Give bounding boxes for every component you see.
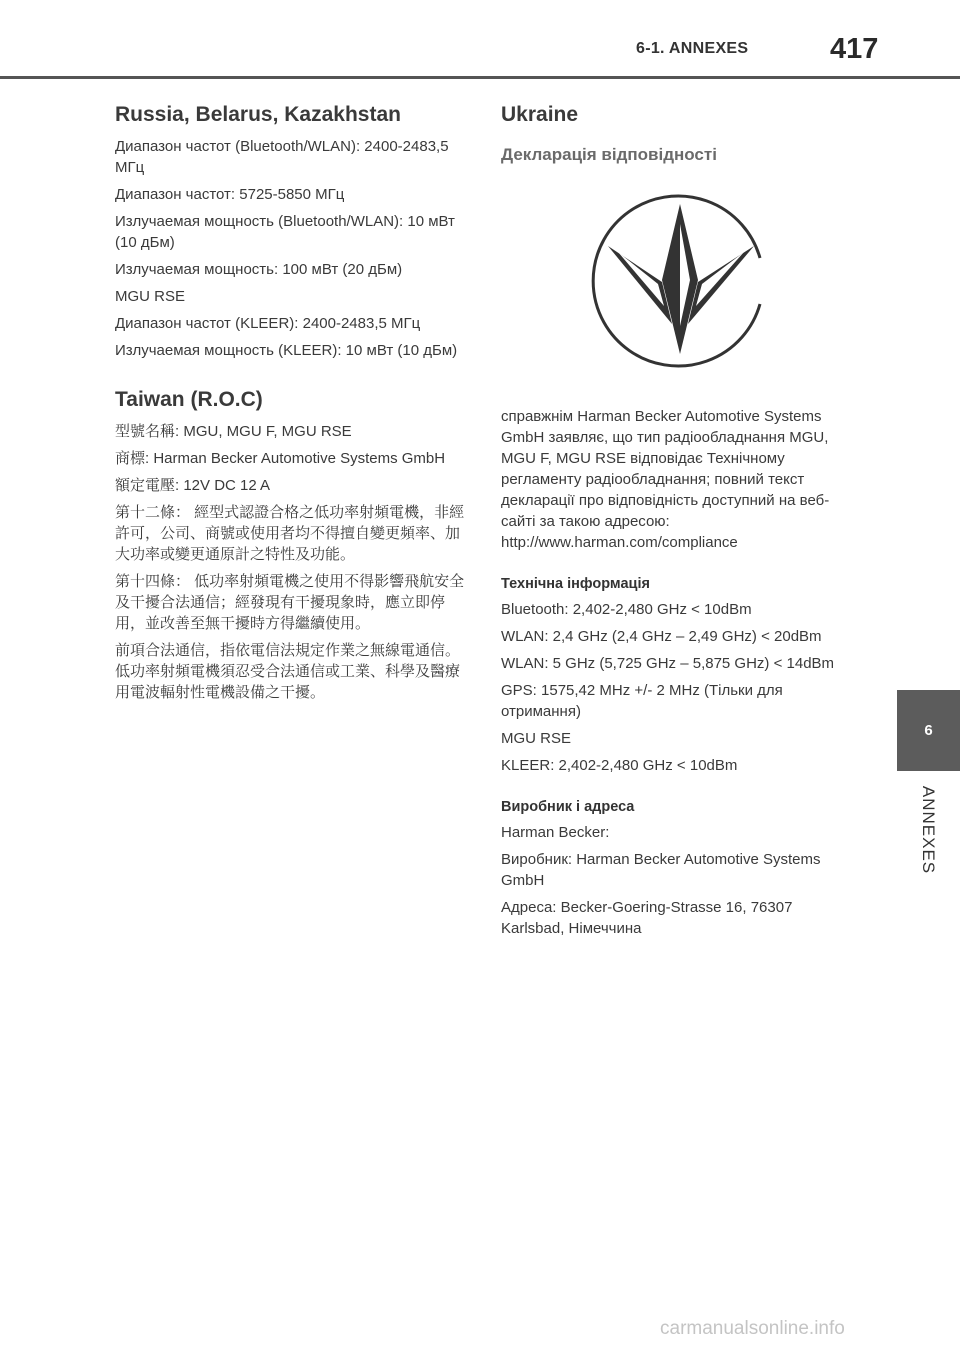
- russia-paragraph: Излучаемая мощность (Bluetooth/WLAN): 10 мВт (10 дБм): [115, 213, 455, 251]
- ukrainian-conformity-mark-icon: [584, 186, 774, 376]
- tech-info-heading: Технічна інформація: [501, 576, 650, 592]
- manufacturer-heading: Виробник і адреса: [501, 799, 635, 815]
- conformity-seal: [501, 176, 856, 396]
- manufacturer-line: Виробник: Harman Becker Automotive Systems GmbH: [501, 851, 821, 889]
- russia-paragraph: MGU RSE: [115, 288, 186, 305]
- tech-info-line: GPS: 1575,42 MHz +/- 2 MHz (Тільки для отримання): [501, 682, 783, 720]
- russia-paragraph: Излучаемая мощность (KLEER): 10 мВт (10 дБм): [115, 342, 458, 359]
- chapter-tab-label: ANNEXES: [919, 785, 938, 875]
- declaration-heading: Декларація відповідності: [501, 145, 717, 164]
- taiwan-paragraph: 商標: Harman Becker Automotive Systems GmbH: [115, 450, 446, 467]
- russia-paragraph: Диапазон частот: 5725-5850 МГц: [115, 186, 345, 203]
- russia-heading: Russia, Belarus, Kazakhstan: [115, 103, 401, 126]
- right-column: [501, 100, 856, 945]
- tech-info-line: Bluetooth: 2,402-2,480 GHz < 10dBm: [501, 601, 752, 618]
- tech-info-line: MGU RSE: [501, 730, 572, 747]
- manufacturer-line: Harman Becker:: [501, 824, 610, 841]
- taiwan-paragraph: 第十二條： 經型式認證合格之低功率射頻電機，非經許可，公司、商號或使用者均不得擅自變更頻率、加大功率或變更通原計之特性及功能。: [115, 504, 465, 563]
- manufacturer-line: Адреса: Becker-Goering-Strasse 16, 76307 Karlsbad, Німеччина: [501, 899, 793, 937]
- tech-info-line: KLEER: 2,402-2,480 GHz < 10dBm: [501, 757, 738, 774]
- chapter-tab[interactable]: [897, 690, 960, 771]
- taiwan-paragraph: 前項合法通信，指依電信法規定作業之無線電通信。低功率射頻電機須忍受合法通信或工業、科學及醫療用電波輻射性電機設備之干擾。: [115, 642, 461, 701]
- header-divider: [0, 76, 960, 79]
- watermark: carmanualsonline.info: [660, 1318, 845, 1339]
- taiwan-paragraph: 額定電壓: 12V DC 12 A: [115, 477, 271, 494]
- chapter-tab-number: 6: [924, 722, 933, 739]
- russia-paragraph: Излучаемая мощность: 100 мВт (20 дБм): [115, 261, 403, 278]
- declaration-text: справжнім Harman Becker Automotive Systems GmbH заявляє, що тип радіообладнання MGU, MGU F, MGU RSE відповідає Технічному регламенту радіообладнання; повний текст декларації про відповідність доступний на веб-сайті за такою адресою: http://www.harman.com/compliance: [501, 408, 830, 551]
- taiwan-paragraph: 第十四條： 低功率射頻電機之使用不得影響飛航安全及干擾合法通信；經發現有干擾現象時，應立即停用，並改善至無干擾時方得繼續使用。: [115, 573, 465, 632]
- header-section-title: 6-1. ANNEXES: [636, 40, 749, 57]
- russia-paragraph: Диапазон частот (Bluetooth/WLAN): 2400-2483,5 МГц: [115, 138, 449, 176]
- page-number: 417: [830, 33, 879, 65]
- left-column: [115, 100, 465, 709]
- taiwan-heading: Taiwan (R.O.C): [115, 388, 263, 411]
- ukraine-heading: Ukraine: [501, 103, 579, 126]
- tech-info-line: WLAN: 2,4 GHz (2,4 GHz – 2,49 GHz) < 20dBm: [501, 628, 822, 645]
- tech-info-line: WLAN: 5 GHz (5,725 GHz – 5,875 GHz) < 14dBm: [501, 655, 835, 672]
- taiwan-paragraph: 型號名稱: MGU, MGU F, MGU RSE: [115, 423, 352, 440]
- russia-paragraph: Диапазон частот (KLEER): 2400-2483,5 МГц: [115, 315, 421, 332]
